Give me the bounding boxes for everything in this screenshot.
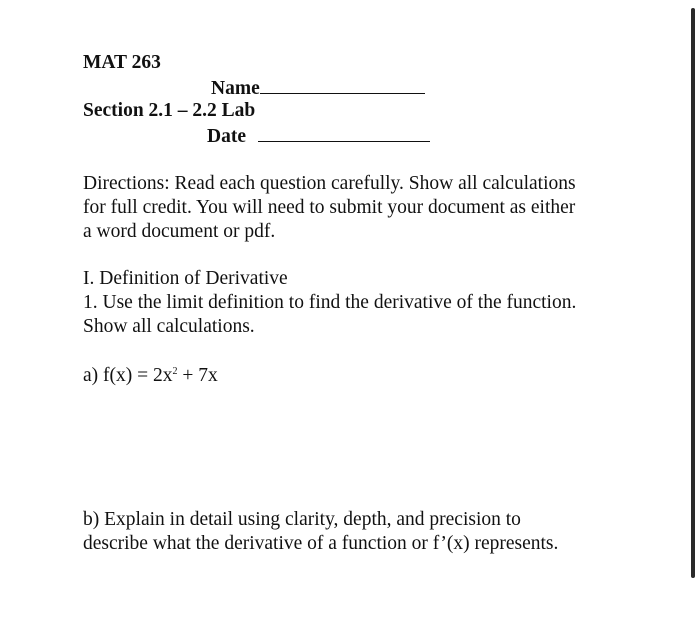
item-a-function [83,364,218,388]
vertical-scrollbar[interactable] [691,8,695,578]
section-heading: I. Definition of Derivative [83,268,288,289]
name-field [211,75,425,101]
section-title: Section 2.1 – 2.2 Lab [83,100,256,121]
name-blank-line [260,75,425,94]
date-field [207,123,430,149]
date-label: Date [207,126,246,147]
course-title: MAT 263 [83,52,161,73]
directions-line: Directions: Read each question carefully. Show all calculations [83,173,576,194]
question-text: 1. Use the limit definition to find the derivative of the function. [83,292,577,313]
date-blank-line [258,123,430,142]
name-label: Name [211,78,260,99]
directions-line: a word document or pdf. [83,221,276,242]
item-a-prefix: a) f(x) = 2x [83,365,173,386]
question-text: Show all calculations. [83,316,255,337]
directions-line: for full credit. You will need to submit your document as either [83,197,576,218]
item-a-exponent: 2 [172,366,178,377]
item-b-text: b) Explain in detail using clarity, depth, and precision to [83,509,521,530]
item-a-suffix: + 7x [177,365,218,386]
item-b-text: describe what the derivative of a function or f’(x) represents. [83,533,559,554]
